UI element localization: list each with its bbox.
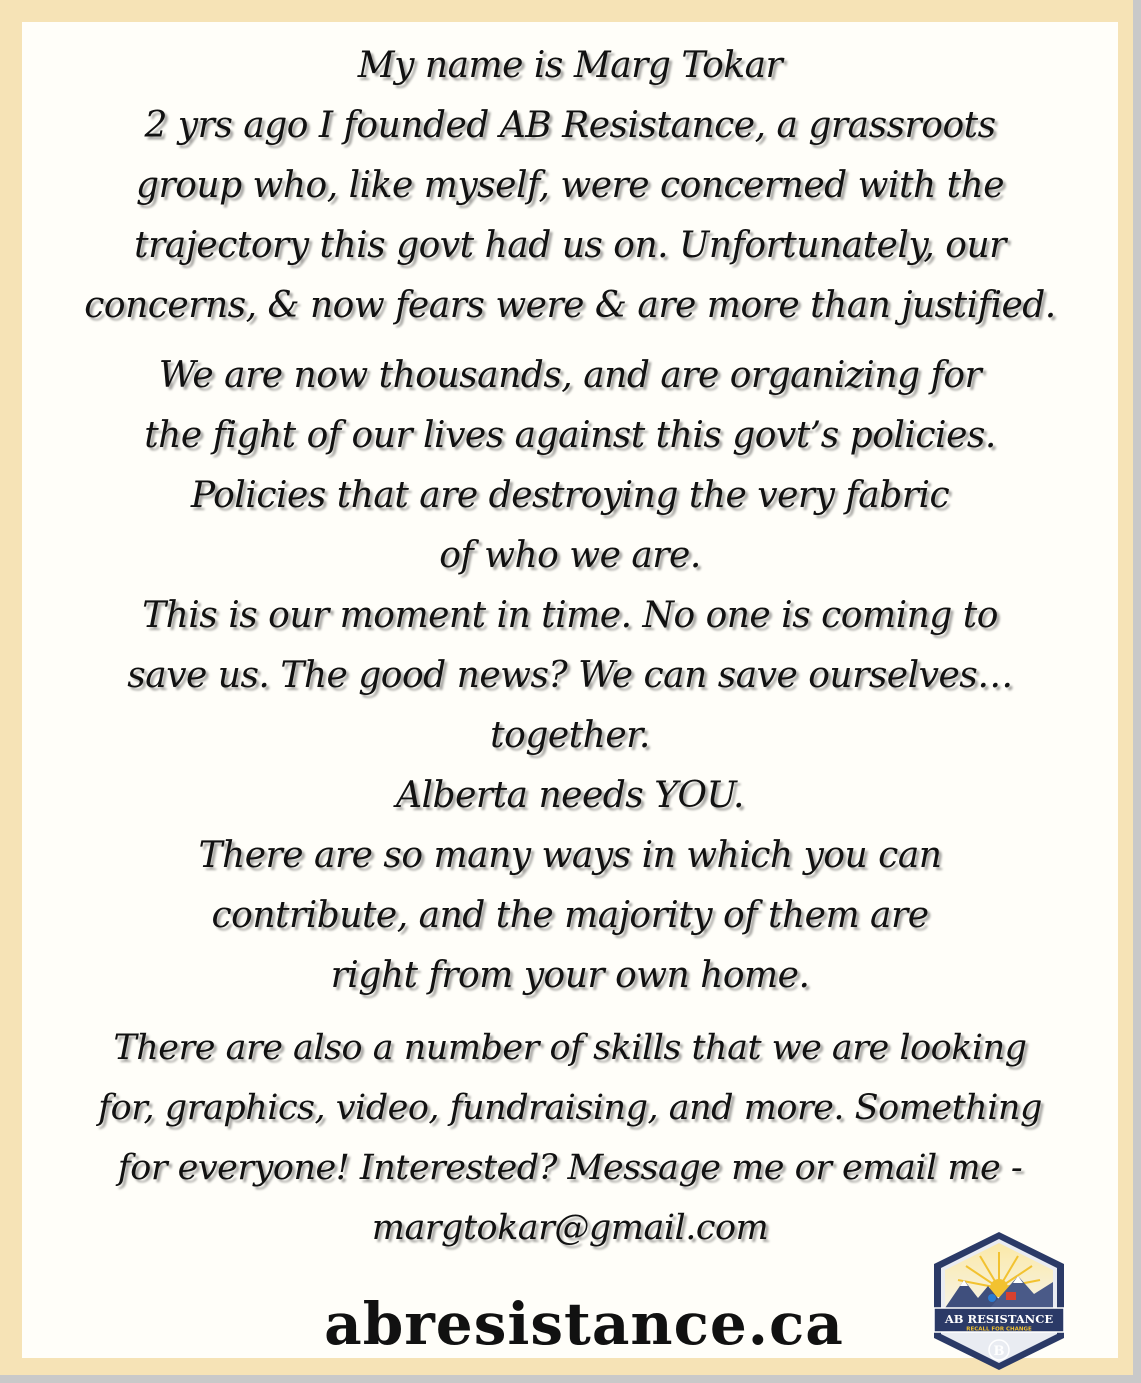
middle-line: save us. The good news? We can save ourselves… [127,655,1013,696]
middle-line: together. [490,715,650,756]
middle-line: We are now thousands, and are organizing for [158,355,982,396]
middle-line: This is our moment in time. No one is coming to [142,595,998,636]
middle-line: Policies that are destroying the very fabric [190,475,950,516]
intro-line: concerns, & now fears were & are more than justified. [84,285,1056,326]
closing-line: There are also a number of skills that we are looking [113,1028,1027,1068]
middle-paragraph [22,346,1118,1006]
middle-line: the fight of our lives against this govt’s policies. [144,415,996,456]
middle-line: contribute, and the majority of them are [211,895,929,936]
closing-paragraph [22,1018,1118,1258]
closing-line: for everyone! Interested? Message me or email me - [117,1148,1023,1188]
logo-subtitle: RECALL FOR CHANGE [966,1326,1032,1333]
middle-line: Alberta needs YOU. [396,775,744,816]
middle-line: right from your own home. [330,955,810,996]
middle-line: There are so many ways in which you can [198,835,942,876]
middle-line: of who we are. [439,535,701,576]
letter-paper [22,22,1118,1358]
logo-title: AB RESISTANCE [944,1312,1054,1326]
intro-line: 2 yrs ago I founded AB Resistance, a grassroots [144,105,996,146]
intro-line: trajectory this govt had us on. Unfortunately, our [134,225,1006,266]
intro-line: My name is Marg Tokar [357,45,783,86]
closing-line: for, graphics, video, fundraising, and more. Something [98,1088,1042,1128]
ab-resistance-logo [930,1230,1068,1372]
svg-text:B: B [993,1344,1005,1359]
intro-paragraph [22,36,1118,336]
intro-line: group who, like myself, were concerned with the [135,165,1005,206]
website-url[interactable]: abresistance.ca [324,1290,844,1358]
email-address[interactable]: margtokar@gmail.com [371,1208,769,1248]
